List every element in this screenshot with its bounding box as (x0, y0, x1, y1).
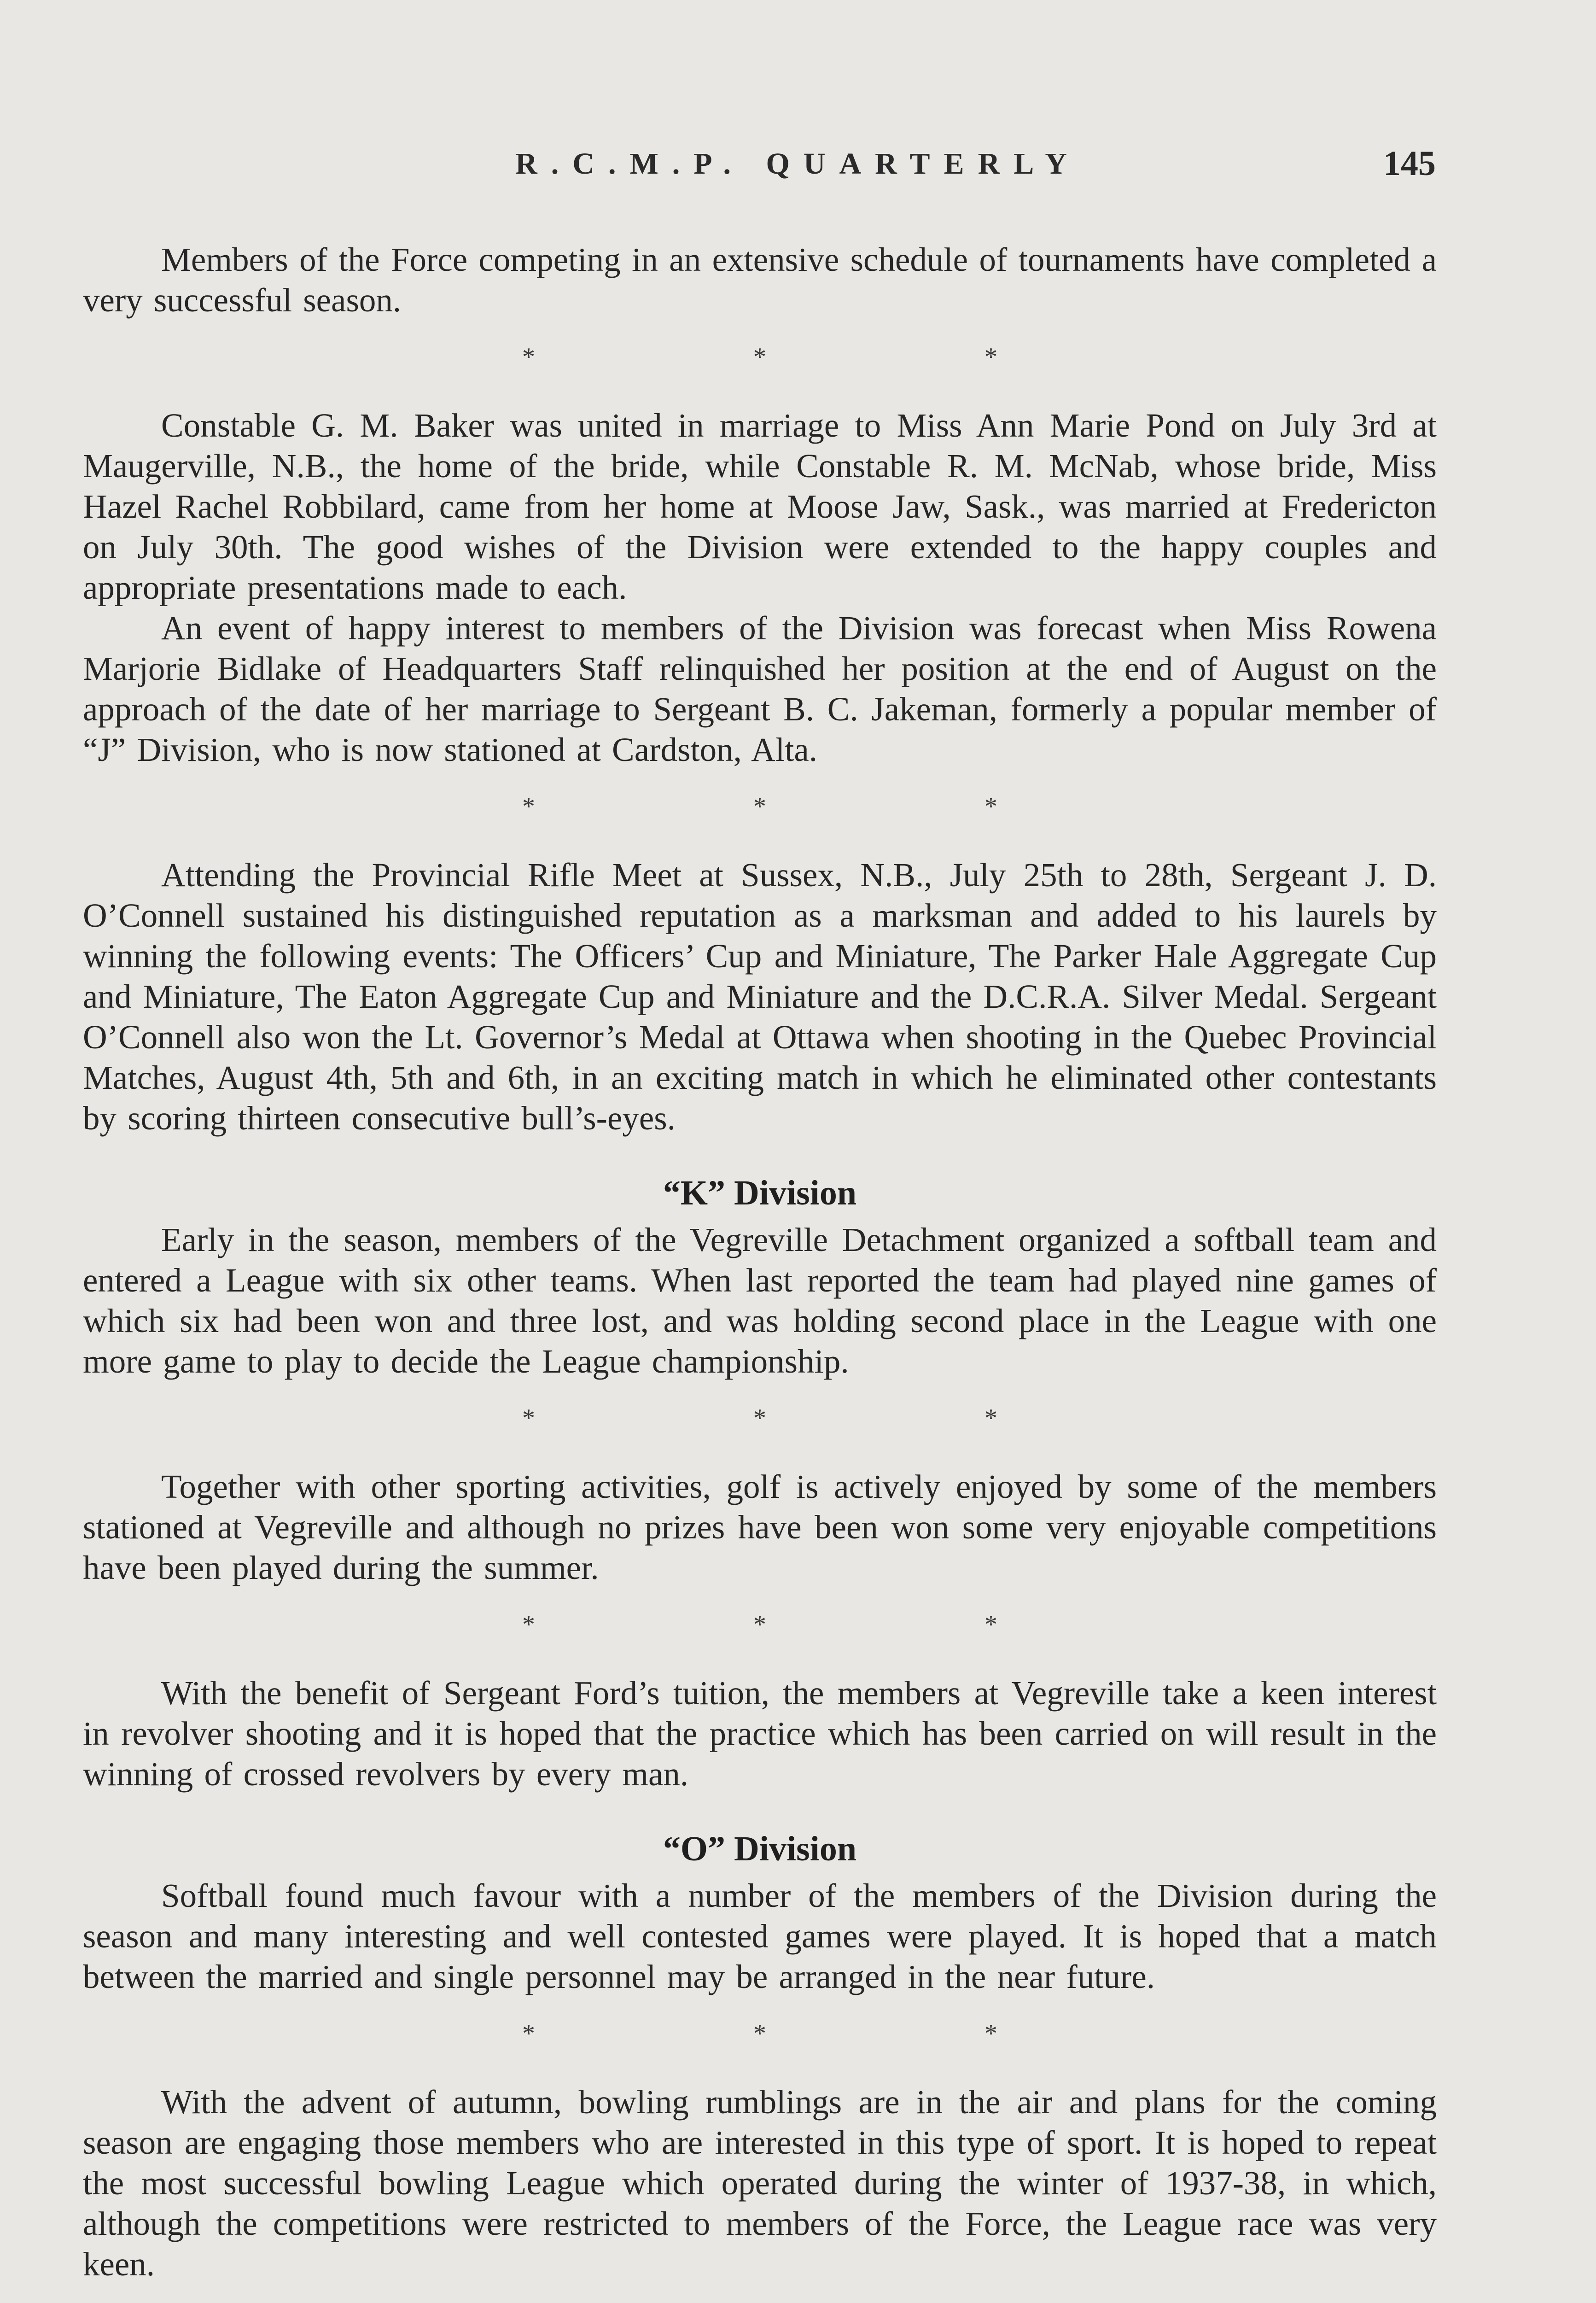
paragraph-engagement: An event of happy interest to members of the Division was forecast when Miss Rowena Marjorie Bidlake of Headquarters Staff relinquished her position at the end of August on the approach of the date of her marriage to Sergeant B. C. Jakeman, formerly a popular member of “J” Division, who is now stationed at Cardston, Alta. (83, 609, 1437, 768)
paragraph-bowling: With the advent of autumn, bowling rumblings are in the air and plans for the coming season are engaging those members who are interested in this type of sport. It is hoped to repeat the most successful bowling League which operated during the winter of 1937-38, in which, although the competitions were restricted to members of the Force, the League race was very keen. (83, 2083, 1437, 2283)
o-division-heading: “O” Division (663, 1830, 857, 1868)
section-separator: * * * (522, 792, 1103, 821)
paragraph-season-summary: Members of the Force competing in an extensive schedule of tournaments have completed a very successful season. (83, 241, 1437, 319)
paragraph-rifle-meet: Attending the Provincial Rifle Meet at Sussex, N.B., July 25th to 28th, Sergeant J. D. O’Connell sustained his distinguished reputation as a marksman and added to his laurels by winning the following events: The Officers’ Cup and Miniature, The Parker Hale Aggregate Cup and Miniature, The Eaton Aggregate Cup and Miniature and the D.C.R.A. Silver Medal. Sergeant O’Connell also won the Lt. Governor’s Medal at Ottawa when shooting in the Quebec Provincial Matches, August 4th, 5th and 6th, in an exciting match in which he eliminated other contestants by scoring thirteen consecutive bull’s-eyes. (83, 856, 1437, 1137)
journal-title: R.C.M.P. QUARTERLY (515, 147, 1081, 181)
paragraph-golf: Together with other sporting activities, golf is actively enjoyed by some of the members stationed at Vegreville and although no prizes have been won some very enjoyable competitions have been played during the summer. (83, 1468, 1437, 1586)
section-separator: * * * (522, 2019, 1103, 2048)
article-body (83, 240, 1437, 2285)
paragraph-softball-o-division: Softball found much favour with a number of the members of the Division during the season and many interesting and well contested games were played. It is hoped that a match between the married and single personnel may be arranged in the near future. (83, 1877, 1437, 1995)
paragraph-softball-vegreville: Early in the season, members of the Vegreville Detachment organized a softball team and entered a League with six other teams. When last reported the team had played nine games of which six had been won and three lost, and was holding second place in the League with one more game to play to decide the League championship. (83, 1221, 1437, 1380)
paragraph-revolver: With the benefit of Sergeant Ford’s tuition, the members at Vegreville take a keen interest in revolver shooting and it is hoped that the practice which has been carried on will result in the winning of crossed revolvers by every man. (83, 1674, 1437, 1793)
section-separator: * * * (522, 1610, 1103, 1639)
paragraph-weddings: Constable G. M. Baker was united in marriage to Miss Ann Marie Pond on July 3rd at Maugerville, N.B., the home of the bride, while Constable R. M. McNab, whose bride, Miss Hazel Rachel Robbilard, came from her home at Moose Jaw, Sask., was married at Fredericton on July 30th. The good wishes of the Division were extended to the happy couples and appropriate presentations made to each. (83, 407, 1437, 606)
k-division-heading: “K” Division (663, 1174, 857, 1212)
running-header (0, 146, 1596, 188)
page-number: 145 (1383, 144, 1436, 183)
section-separator: * * * (522, 343, 1103, 371)
section-separator: * * * (522, 1404, 1103, 1432)
